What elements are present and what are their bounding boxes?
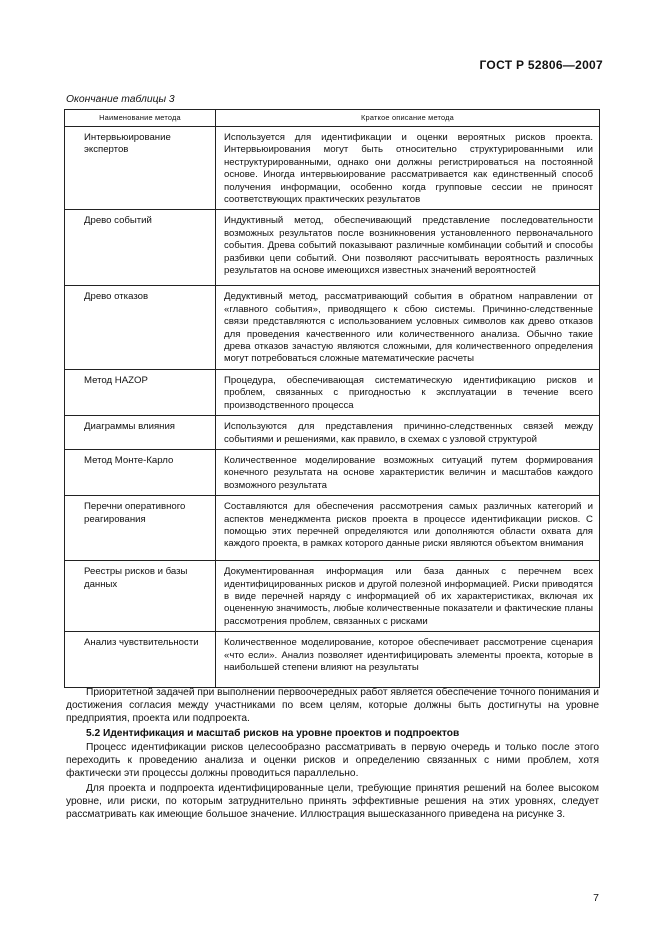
section-heading: 5.2 Идентификация и масштаб рисков на уровне проектов и подпроектов bbox=[86, 728, 460, 739]
method-name: Интервьюирование экспертов bbox=[65, 127, 216, 210]
method-description: Документированная информация или база данных с перечнем всех идентифицированных рисков и другой полезной информацией. Риски приводятся в виде перечней наряду с информацией об их характеристиках, включая их оцененную значимость, любые количественные показатели и фактические планы рассмотрения проблем, связанных с рисками bbox=[216, 561, 600, 632]
method-description: Дедуктивный метод, рассматривающий события в обратном направлении от «главного события», приводящего к сбою системы. Причинно-следственные связи представляются с использованием условных символов как древо отказов для проведения качественного или количественного анализа. Обычно такие древа отказов зачастую являются сложными, для количественного определения могут потребоваться сложные математические расчеты bbox=[216, 286, 600, 369]
table-row bbox=[65, 286, 600, 369]
body-paragraph: Приоритетной задачей при выполнении первоочередных работ является обеспечение точного понимания и достижения согласия между участниками по всем целям, которые должны быть достигнуты на уровне предприятия, проекта или подпроекта. bbox=[66, 687, 599, 724]
method-description: Количественное моделирование, которое обеспечивает рассмотрение сценария «что если». Анализ позволяет идентифицировать элементы проекта, которые в наибольшей степени влияют на результаты bbox=[216, 632, 600, 688]
table-row bbox=[65, 632, 600, 688]
body-paragraph: Для проекта и подпроекта идентифицированные цели, требующие принятия решений на более высоком уровне, или риски, по которым затруднительно принять эффективные решения на этих уровнях, следует рассматривать как имеющие большое значение. Иллюстрация вышесказанного приведена на рисунке 3. bbox=[66, 783, 599, 820]
method-description: Процедура, обеспечивающая систематическую идентификацию рисков и проблем, связанных с пригодностью к эксплуатации в течение всего производственного процесса bbox=[216, 369, 600, 415]
table-row bbox=[65, 127, 600, 210]
table-row bbox=[65, 416, 600, 450]
method-name: Реестры рисков и базы данных bbox=[65, 561, 216, 632]
method-description: Используются для представления причинно-следственных связей между событиями и решениями, как правило, в схемах с узловой структурой bbox=[216, 416, 600, 450]
table-header-row bbox=[65, 110, 600, 127]
standard-designation: ГОСТ Р 52806—2007 bbox=[479, 58, 603, 72]
method-name: Древо отказов bbox=[65, 286, 216, 369]
method-name: Анализ чувствительности bbox=[65, 632, 216, 688]
table-row bbox=[65, 561, 600, 632]
table-caption: Окончание таблицы 3 bbox=[66, 94, 175, 105]
table-row bbox=[65, 369, 600, 415]
method-description: Количественное моделирование возможных ситуаций путем формирования конечного результата на основе характеристик величин и масштабов каждого возможного результата bbox=[216, 449, 600, 495]
method-name: Метод HAZOP bbox=[65, 369, 216, 415]
method-name: Метод Монте-Карло bbox=[65, 449, 216, 495]
table-row bbox=[65, 496, 600, 561]
body-paragraph: Процесс идентификации рисков целесообразно рассматривать в первую очередь и только после этого переходить к проведению анализа и оценки рисков и определению связанных с ними проблем, хотя фактически эти процессы должны проводиться параллельно. bbox=[66, 742, 599, 779]
table-row bbox=[65, 449, 600, 495]
methods-table bbox=[64, 109, 600, 688]
column-header-method-name: Наименование метода bbox=[65, 110, 216, 127]
page-number: 7 bbox=[593, 892, 599, 904]
method-description: Составляются для обеспечения рассмотрения самых различных категорий и аспектов менеджмента рисков проекта в процессе идентификации рисков. С помощью этих перечней определяются или дополняются области охвата для каждого проекта, в рамках которого данные риски являются объектом внимания bbox=[216, 496, 600, 561]
method-description: Используется для идентификации и оценки вероятных рисков проекта. Интервьюирования могут быть относительно структурированными или неструктурированными, однако они должны регистрироваться на постоянной основе. Иногда интервьюирование рассматривается как единственный способ получения информации, особенно когда групповые сессии не приносят соответствующих практических результатов bbox=[216, 127, 600, 210]
method-name: Древо событий bbox=[65, 210, 216, 286]
method-name: Диаграммы влияния bbox=[65, 416, 216, 450]
column-header-method-description: Краткое описание метода bbox=[216, 110, 600, 127]
table-row bbox=[65, 210, 600, 286]
method-name: Перечни оперативного реагирования bbox=[65, 496, 216, 561]
method-description: Индуктивный метод, обеспечивающий представление последовательности возможных результатов после возникновения установленного первоначального события. Древа событий показывают различные комбинации событий и способы разбивки цепи событий. Они позволяют рассчитывать вероятность различных результатов на основе имеющихся известных значений вероятностей bbox=[216, 210, 600, 286]
